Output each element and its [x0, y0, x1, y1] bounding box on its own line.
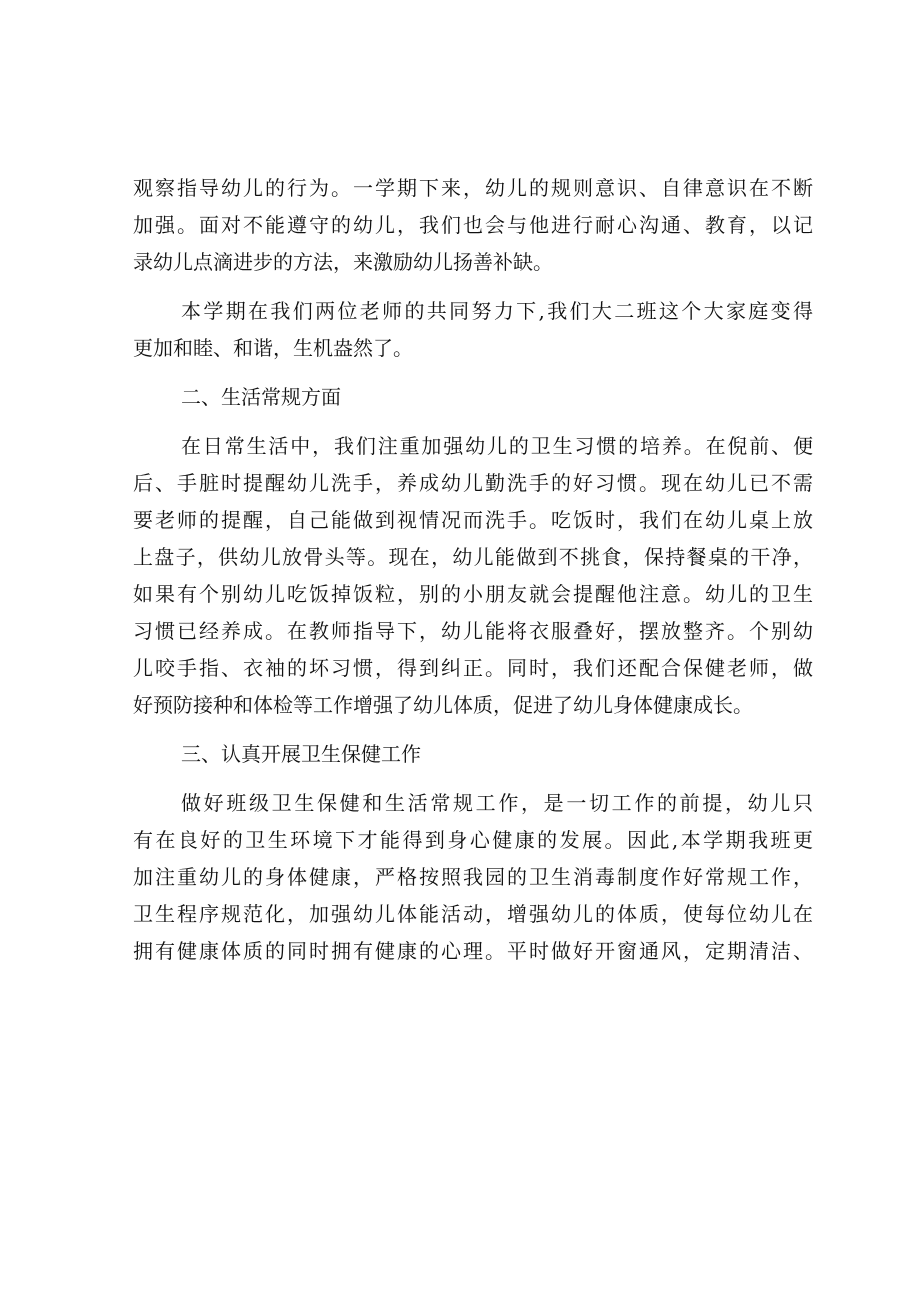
text-line: 好预防接种和体检等工作增强了幼儿体质，促进了幼儿身体健康成长。 — [133, 693, 753, 717]
document-page — [133, 170, 813, 970]
text-line: 更加和睦、和谐，生机盎然了。 — [133, 336, 413, 360]
text-line: 卫生程序规范化，加强幼儿体能活动，增强幼儿的体质，使每位幼儿在 — [133, 902, 813, 926]
text-line: 上盘子，供幼儿放骨头等。现在，幼儿能做到不挑食，保持餐桌的干净， — [133, 545, 813, 569]
text-line: 拥有健康体质的同时拥有健康的心理。平时做好开窗通风，定期清洁、 — [133, 939, 813, 963]
section-heading: 二、生活常规方面 — [181, 385, 341, 409]
paragraph — [133, 785, 813, 970]
paragraph — [133, 293, 813, 367]
text-line: 后、手脏时提醒幼儿洗手，养成幼儿勤洗手的好习惯。现在幼儿已不需 — [133, 471, 813, 495]
text-line: 有在良好的卫生环境下才能得到身心健康的发展。因此,本学期我班更 — [133, 828, 813, 852]
text-line: 观察指导幼儿的行为。一学期下来，幼儿的规则意识、自律意识在不断 — [133, 176, 813, 200]
text-line: 如果有个别幼儿吃饭掉饭粒，别的小朋友就会提醒他注意。幼儿的卫生 — [133, 582, 813, 606]
text-line: 本学期在我们两位老师的共同努力下,我们大二班这个大家庭变得 — [181, 299, 813, 323]
text-line: 在日常生活中，我们注重加强幼儿的卫生习惯的培养。在倪前、便 — [181, 434, 813, 458]
text-line: 做好班级卫生保健和生活常规工作，是一切工作的前提，幼儿只 — [181, 791, 813, 815]
section-heading: 三、认真开展卫生保健工作 — [181, 742, 421, 766]
paragraph — [133, 170, 813, 281]
text-line: 加注重幼儿的身体健康，严格按照我园的卫生消毒制度作好常规工作， — [133, 865, 813, 889]
text-line: 录幼儿点滴进步的方法，来激励幼儿扬善补缺。 — [133, 250, 553, 274]
text-line: 要老师的提醒，自己能做到视情况而洗手。吃饭时，我们在幼儿桌上放 — [133, 508, 813, 532]
text-line: 加强。面对不能遵守的幼儿，我们也会与他进行耐心沟通、教育，以记 — [133, 213, 813, 237]
text-line: 儿咬手指、衣袖的坏习惯，得到纠正。同时，我们还配合保健老师，做 — [133, 656, 813, 680]
paragraph — [133, 428, 813, 724]
text-line: 习惯已经养成。在教师指导下，幼儿能将衣服叠好，摆放整齐。个别幼 — [133, 619, 813, 643]
